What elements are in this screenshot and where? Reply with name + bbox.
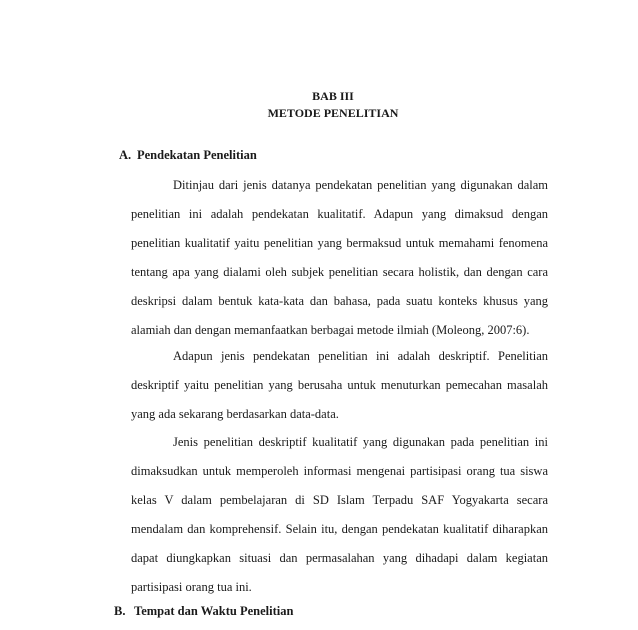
section-title: Tempat dan Waktu Penelitian	[134, 604, 294, 618]
chapter-number: BAB III	[312, 89, 354, 103]
section-heading-a	[119, 148, 257, 163]
text-line: penelitian kualitatif yaitu penelitian yang bermaksud untuk memahami fenomena	[131, 236, 548, 250]
paragraph	[131, 342, 548, 429]
text-line: penelitian ini adalah pendekatan kualitatif. Adapun yang dimaksud dengan	[131, 207, 548, 221]
text-line: kelas V dalam pembelajaran di SD Islam Terpadu SAF Yogyakarta secara	[131, 493, 548, 507]
section-heading-b	[114, 604, 293, 619]
text-line: partisipasi orang tua ini.	[131, 580, 252, 594]
text-line: dimaksudkan untuk memperoleh informasi mengenai partisipasi orang tua siswa	[131, 464, 548, 478]
text-line: yang ada sekarang berdasarkan data-data.	[131, 407, 339, 421]
text-line: alamiah dan dengan memanfaatkan berbagai metode ilmiah (Moleong, 2007:6).	[131, 323, 530, 337]
text-line: dapat diungkapkan situasi dan permasalahan yang dihadapi dalam kegiatan	[131, 551, 548, 565]
text-line: mendalam dan komprehensif. Selain itu, dengan pendekatan kualitatif diharapkan	[131, 522, 548, 536]
text-line: deskriptif yaitu penelitian yang berusaha untuk menuturkan pemecahan masalah	[131, 378, 548, 392]
section-number: A.	[119, 148, 132, 162]
text-line: Jenis penelitian deskriptif kualitatif yang digunakan pada penelitian ini	[173, 435, 548, 449]
text-line: Adapun jenis pendekatan penelitian ini adalah deskriptif. Penelitian	[173, 349, 548, 363]
section-title: Pendekatan Penelitian	[137, 148, 257, 162]
text-line: deskripsi dalam bentuk kata-kata dan bahasa, pada suatu konteks khusus yang	[131, 294, 548, 308]
chapter-heading	[200, 88, 466, 122]
text-line: tentang apa yang dialami oleh subjek penelitian secara holistik, dan dengan cara	[131, 265, 548, 279]
chapter-title: METODE PENELITIAN	[267, 106, 399, 120]
section-number: B.	[114, 604, 126, 618]
paragraph	[131, 171, 548, 345]
paragraph	[131, 428, 548, 602]
text-line: Ditinjau dari jenis datanya pendekatan penelitian yang digunakan dalam	[173, 178, 548, 192]
